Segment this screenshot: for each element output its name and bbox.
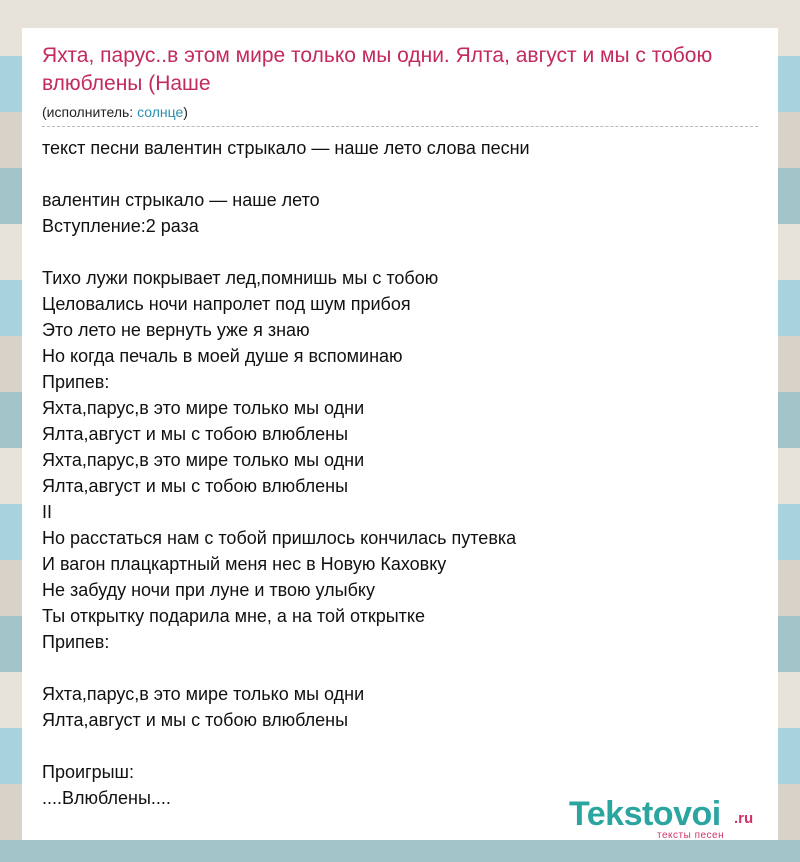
lyrics-line	[42, 239, 758, 265]
lyrics-line	[42, 655, 758, 681]
lyrics-line: Но когда печаль в моей душе я вспоминаю	[42, 346, 403, 366]
lyrics-line: Это лето не вернуть уже я знаю	[42, 320, 310, 340]
performer-prefix: (исполнитель:	[42, 104, 138, 120]
content-card	[22, 28, 778, 840]
lyrics-line: II	[42, 502, 53, 522]
lyrics-line: Ялта,август и мы с тобою влюблены	[42, 424, 349, 444]
lyrics-line: текст песни валентин стрыкало — наше лето слова песни	[42, 138, 530, 158]
lyrics-line: ....Влюблены....	[42, 788, 171, 808]
lyrics-line: Целовались ночи напролет под шум прибоя	[42, 294, 411, 314]
lyrics-line: Не забуду ночи при луне и твою улыбку	[42, 580, 375, 600]
lyrics-line	[42, 161, 758, 187]
logo-word: Tekstovoi	[569, 795, 721, 833]
lyrics-line: Проигрыш:	[42, 762, 134, 782]
lyrics-line: Вступление:2 раза	[42, 216, 199, 236]
lyrics-line: валентин стрыкало — наше лето	[42, 190, 320, 210]
performer-suffix: )	[183, 104, 188, 120]
performer-link[interactable]: солнце	[137, 104, 184, 120]
lyrics-line: Ты открытку подарила мне, а на той открытке	[42, 606, 426, 626]
lyrics-text	[42, 135, 758, 811]
lyrics-line: Яхта,парус,в это мире только мы одни	[42, 450, 365, 470]
lyrics-line: Яхта,парус,в это мире только мы одни	[42, 684, 365, 704]
logo-tld: .ru	[734, 810, 754, 827]
page-title: Яхта, парус..в этом мире только мы одни. Ялта, август и мы с тобою влюблены (Наше	[42, 44, 713, 95]
lyrics-line	[42, 733, 758, 759]
performer-line	[42, 104, 188, 120]
lyrics-line: Припев:	[42, 632, 110, 652]
lyrics-line: Ялта,август и мы с тобою влюблены	[42, 710, 349, 730]
lyrics-line: Яхта,парус,в это мире только мы одни	[42, 398, 365, 418]
lyrics-line: Припев:	[42, 372, 110, 392]
lyrics-line: Тихо лужи покрывает лед,помнишь мы с тобою	[42, 268, 439, 288]
lyrics-line: Но расстаться нам с тобой пришлось кончилась путевка	[42, 528, 517, 548]
divider	[42, 126, 758, 127]
logo-tagline: тексты песен	[657, 830, 725, 841]
site-logo[interactable]	[569, 795, 774, 845]
lyrics-line: Ялта,август и мы с тобою влюблены	[42, 476, 349, 496]
lyrics-line: И вагон плацкартный меня нес в Новую Каховку	[42, 554, 447, 574]
